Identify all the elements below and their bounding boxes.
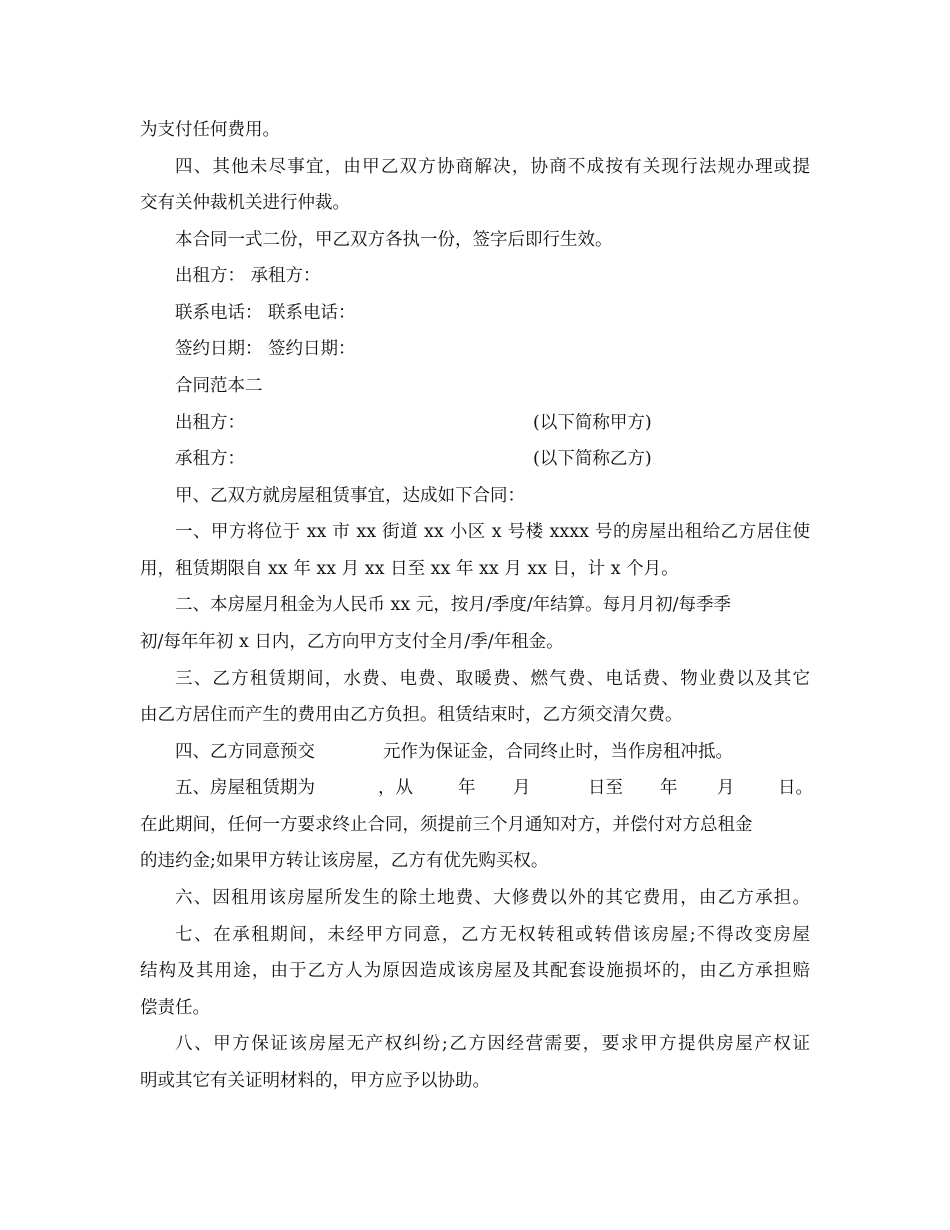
lease-term-text: 月 [513,778,531,798]
text-line: 六、因租用该房屋所发生的除土地费、大修费以外的其它费用，由乙方承担。 [175,888,810,908]
signature-line-parties: 出租方： 承租方： [175,266,321,286]
text-line: 三、乙方租赁期间，水费、电费、取暖费、燃气费、电话费、物业费以及其它 [175,669,810,689]
lessee-label: 承租方： [175,449,245,469]
lease-term-text: 日至 [588,778,623,798]
text-line: 为支付任何费用。 [140,120,280,140]
deposit-text: 元作为保证金，合同终止时，当作房租冲抵。 [383,742,733,762]
text-line: 的违约金;如果甲方转让该房屋，乙方有优先购买权。 [140,851,549,871]
signature-line-date: 签约日期： 签约日期： [175,339,356,359]
lease-term-text: 年 [660,778,678,798]
lessor-label: 出租方： [175,413,245,433]
text-line: 明或其它有关证明材料的，甲方应予以协助。 [140,1071,490,1091]
text-line: 八、甲方保证该房屋无产权纠纷;乙方因经营需要，要求甲方提供房屋产权证 [175,1034,810,1054]
text-line: 七、在承租期间，未经甲方同意，乙方无权转租或转借该房屋;不得改变房屋 [175,925,810,945]
lessor-alias: (以下简称甲方) [533,413,652,433]
lease-term-text: ，从 [378,778,413,798]
lease-term-text: 月 [717,778,735,798]
text-line: 结构及其用途，由于乙方人为原因造成该房屋及其配套设施损坏的，由乙方承担赔 [140,961,810,981]
text-line: 初/每年年初 x 日内，乙方向甲方支付全月/季/年租金。 [140,632,564,652]
text-line: 在此期间，任何一方要求终止合同，须提前三个月通知对方，并偿付对方总租金 [140,815,753,835]
signature-line-phone: 联系电话： 联系电话： [175,303,356,323]
text-line: 四、其他未尽事宜，由甲乙双方协商解决，协商不成按有关现行法规办理或提 [175,157,810,177]
lessee-alias: (以下简称乙方) [533,449,652,469]
text-line: 交有关仲裁机关进行仲裁。 [140,193,350,213]
text-line: 一、甲方将位于 xx 市 xx 街道 xx 小区 x 号楼 xxxx 号的房屋出租给乙方居住使 [175,522,810,542]
text-line: 二、本房屋月租金为人民币 xx 元，按月/季度/年结算。每月月初/每季季 [175,595,732,615]
text-line: 偿责任。 [140,998,210,1018]
text-line: 用，租赁期限自 xx 年 xx 月 xx 日至 xx 年 xx 月 xx 日，计 x 个月。 [140,559,679,579]
lease-term-text: 年 [458,778,476,798]
lease-term-text: 日。 [778,778,813,798]
text-line: 甲、乙双方就房屋租赁事宜，达成如下合同： [175,486,525,506]
lease-term-text: 五、房屋租赁期为 [175,778,315,798]
text-line: 本合同一式二份，甲乙双方各执一份，签字后即行生效。 [175,230,613,250]
deposit-label: 四、乙方同意预交 [175,742,315,762]
text-line: 由乙方居住而产生的费用由乙方负担。租赁结束时，乙方须交清欠费。 [140,705,683,725]
section-heading: 合同范本二 [175,376,263,396]
